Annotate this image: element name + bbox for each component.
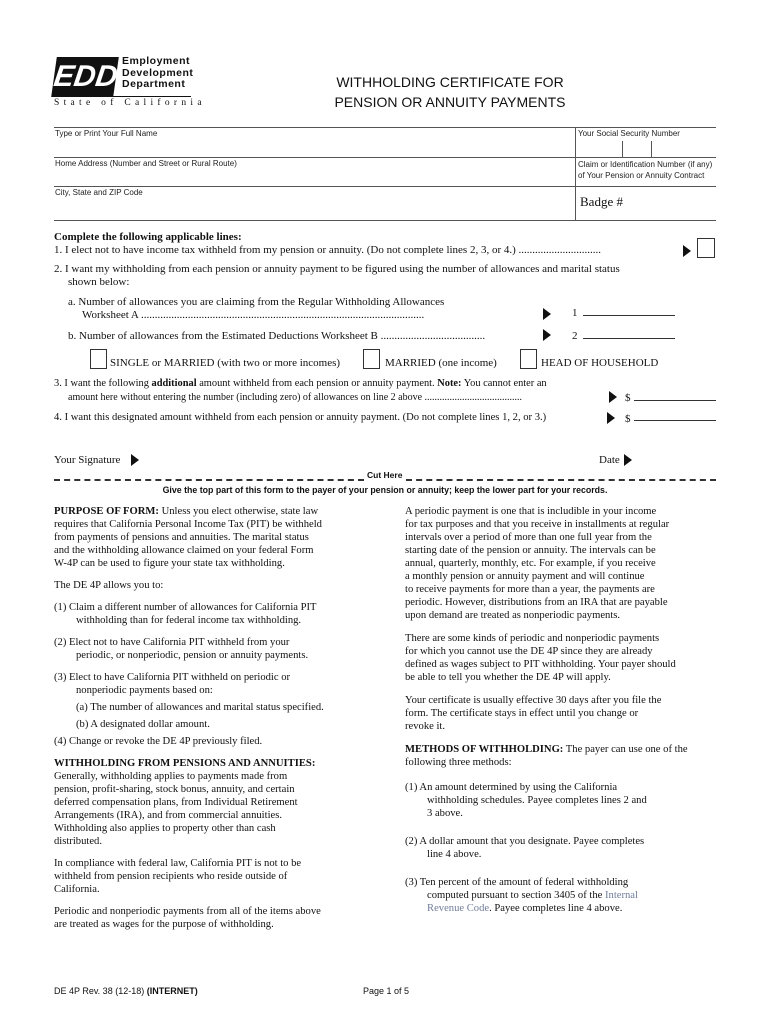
allow-item-1 [54, 601, 374, 627]
compliance-line: In compliance with federal law, California PIT is not to be [54, 858, 302, 869]
pointer-arrow-icon [683, 245, 691, 257]
form-title [290, 72, 610, 112]
withholding-heading: WITHHOLDING FROM PENSIONS AND ANNUITIES: [54, 758, 316, 769]
signature-label: Your Signature [54, 454, 121, 466]
effective-line: Your certificate is usually effective 30 days after you file the [405, 695, 662, 706]
date-input[interactable] [634, 454, 716, 468]
effective-line: revoke it. [405, 721, 446, 732]
purpose-text: Unless you elect otherwise, state law [158, 506, 319, 517]
method-line: line 4 above. [427, 849, 482, 860]
purpose-line: and the withholding allowance claimed on your federal Form [54, 545, 314, 556]
method-line: (3) Ten percent of the amount of federal withholding [405, 877, 629, 888]
full-name-field[interactable]: Type or Print Your Full Name [55, 129, 158, 138]
left-column [54, 505, 374, 931]
method-line [405, 889, 725, 902]
line-2a-text: a. Number of allowances you are claiming from the Regular Withholding Allowances [68, 296, 445, 308]
allowances-input[interactable] [583, 304, 675, 316]
logo-dept-line: Department [122, 78, 186, 90]
periodic-line: are treated as wages for the purpose of withholding. [54, 919, 274, 930]
field-rule [54, 220, 716, 221]
methods-line: following three methods: [405, 757, 512, 768]
purpose-first-line [54, 505, 374, 518]
withholding-line: distributed. [54, 836, 102, 847]
line-2a-number: 1 [572, 307, 578, 319]
withholding-line: deferred compensation plans, from Individual Retirement [54, 797, 298, 808]
periodic-def-line: upon demand are treated as nonperiodic payments. [405, 610, 621, 621]
kinds-line: for which you cannot use the DE 4P since they are already [405, 646, 653, 657]
periodic-def-line: periodic. However, distributions from an IRA that are payable [405, 597, 668, 608]
pointer-arrow-icon [543, 308, 551, 320]
irc-link[interactable]: Revenue Code [427, 903, 490, 914]
claim-id-label-1: Claim or Identification Number (if any) [578, 160, 713, 169]
method-line [405, 902, 725, 915]
allow-item-3a: (a) The number of allowances and marital status specified. [76, 702, 324, 713]
claim-id-label-2: of Your Pension or Annuity Contract [578, 171, 705, 180]
allow-item-line: (3) Elect to have California PIT withheld on periodic or [54, 672, 291, 683]
line-2-text: 2. I want my withholding from each pension or annuity payment to be figured using the number of allowances and marital status [54, 263, 620, 275]
logo-department-name [122, 56, 193, 91]
form-id [54, 986, 198, 996]
purpose-heading: PURPOSE OF FORM: [54, 506, 159, 517]
kinds-line: defined as wages subject to PIT withholding. Your payer should [405, 659, 676, 670]
periodic-def-line: intervals over a period of more than one full year from the [405, 532, 652, 543]
method-line: withholding schedules. Payee completes lines 2 and [427, 795, 647, 806]
method-2 [405, 835, 725, 861]
ssn-divider [651, 141, 652, 157]
allows-text: The DE 4P allows you to: [54, 580, 164, 591]
periodic-def-line: starting date of the pension or annuity. The intervals can be [405, 545, 656, 556]
line-4-text: 4. I want this designated amount withheld from each pension or annuity payment. (Do not complete lines 1, 2, or 3.) [54, 412, 547, 423]
logo-dept-line: Employment [122, 55, 191, 67]
dollar-sign: $ [625, 392, 631, 404]
withholding-line: pension, profit-sharing, stock bonus, annuity, and certain [54, 784, 295, 795]
irc-link[interactable]: Internal [605, 890, 638, 901]
methods-heading: METHODS OF WITHHOLDING: [405, 744, 564, 755]
effective-line: form. The certificate stays in effect until you change or [405, 708, 639, 719]
field-rule [54, 157, 716, 158]
badge-field[interactable]: Badge # [580, 194, 623, 209]
methods-first-line [405, 743, 725, 756]
city-state-zip-field[interactable]: City, State and ZIP Code [55, 188, 143, 197]
allow-item-2 [54, 636, 374, 662]
married-one-income-label: MARRIED (one income) [385, 357, 497, 369]
form-internet: (INTERNET) [146, 986, 198, 996]
allow-item-line: periodic, or nonperiodic, pension or annuity payments. [76, 650, 309, 661]
pointer-arrow-icon [624, 454, 632, 466]
ssn-field[interactable]: Your Social Security Number [578, 129, 680, 138]
methods-text: The payer can use one of the [563, 744, 688, 755]
married-one-income-checkbox[interactable] [363, 349, 380, 369]
edd-logo-text: EDD [51, 60, 120, 93]
compliance-line: withheld from pension recipients who reside outside of [54, 871, 288, 882]
line-1-text: 1. I elect not to have income tax withheld from my pension or annuity. (Do not complete lines 2, 3, or 4.) .............................. [54, 244, 602, 256]
cut-instruction: Give the top part of this form to the payer of your pension or annuity; keep the lower part for your records. [162, 485, 608, 495]
cut-dashes-right [406, 479, 716, 481]
kinds-line: be able to tell you whether the DE 4P will apply. [405, 672, 611, 683]
method-text: computed pursuant to section 3405 of the [427, 890, 605, 901]
dollar-sign: $ [625, 413, 631, 425]
head-of-household-label: HEAD OF HOUSEHOLD [541, 357, 659, 369]
line-2b-text: b. Number of allowances from the Estimated Deductions Worksheet B ...................................... [68, 330, 486, 342]
withholding-line: Withholding also applies to property other than cash [54, 823, 276, 834]
field-rule [54, 186, 716, 187]
periodic-line: Periodic and nonperiodic payments from all of the items above [54, 906, 321, 917]
allow-item-line: withholding than for federal income tax withholding. [76, 615, 302, 626]
line-3-mid: amount withheld from each pension or annuity payment. [196, 378, 438, 389]
periodic-def-line: A periodic payment is one that is includible in your income [405, 506, 657, 517]
line-3-pre: 3. I want the following [54, 378, 152, 389]
form-revision: DE 4P Rev. 38 (12-18) [54, 986, 147, 996]
title-line-2: PENSION OR ANNUITY PAYMENTS [334, 94, 566, 110]
line-2a-text-cont: Worksheet A ....................................................................................................... [82, 309, 425, 321]
claim-id-field[interactable] [578, 159, 712, 181]
signature-input[interactable] [141, 454, 581, 468]
purpose-line: requires that California Personal Income Tax (PIT) be withheld [54, 519, 322, 530]
edd-logo [51, 57, 119, 97]
pointer-arrow-icon [131, 454, 139, 466]
title-line-1: WITHHOLDING CERTIFICATE FOR [336, 74, 564, 90]
periodic-def-line: annual, quarterly, monthly, etc. For example, if you receive [405, 558, 656, 569]
allow-item-4: (4) Change or revoke the DE 4P previously filed. [54, 736, 263, 747]
line-2b-number: 2 [572, 330, 578, 342]
purpose-line: W-4P can be used to figure your state tax withholding. [54, 558, 285, 569]
logo-state: State of California [54, 98, 206, 108]
estimated-deductions-input[interactable] [583, 327, 675, 339]
logo-dept-line: Development [122, 66, 194, 79]
cut-dashes-left [54, 479, 364, 481]
periodic-def-line: a monthly pension or annuity payment and will continue [405, 571, 645, 582]
method-1 [405, 781, 725, 820]
line-2-text-cont: shown below: [68, 276, 130, 288]
designated-amount-input[interactable] [634, 409, 716, 421]
pointer-arrow-icon [609, 391, 617, 403]
periodic-def-line: for tax purposes and that you receive in installments at regular [405, 519, 670, 530]
home-address-field[interactable]: Home Address (Number and Street or Rural Route) [55, 159, 237, 168]
logo-rule [54, 96, 191, 97]
lines-heading: Complete the following applicable lines: [54, 231, 242, 243]
allow-item-line: (2) Elect not to have California PIT withheld from your [54, 637, 290, 648]
line-3-note: Note: [437, 378, 462, 389]
line-3-text-cont: amount here without entering the number (including zero) of allowances on line 2 above ....................................... [68, 392, 523, 403]
allow-item-line: nonperiodic payments based on: [76, 685, 213, 696]
method-3 [405, 876, 725, 915]
withholding-line: Generally, withholding applies to payments made from [54, 771, 288, 782]
right-column [405, 505, 725, 915]
compliance-line: California. [54, 884, 100, 895]
ssn-divider [622, 141, 623, 157]
allow-item-3b: (b) A designated dollar amount. [76, 719, 210, 730]
additional-amount-input[interactable] [634, 389, 716, 401]
pointer-arrow-icon [543, 329, 551, 341]
method-line: (1) An amount determined by using the California [405, 782, 618, 793]
single-married-label: SINGLE or MARRIED (with two or more incomes) [110, 357, 341, 369]
method-text: . Payee completes line 4 above. [489, 903, 623, 914]
line-3-text [54, 377, 547, 391]
field-rule [54, 127, 716, 128]
page-number: Page 1 of 5 [363, 986, 410, 996]
head-of-household-checkbox[interactable] [520, 349, 537, 369]
cut-here-label: Cut Here [367, 470, 403, 480]
date-label: Date [599, 454, 620, 466]
single-married-checkbox[interactable] [90, 349, 107, 369]
method-line: (2) A dollar amount that you designate. Payee completes [405, 836, 645, 847]
line-3-post: You cannot enter an [461, 378, 547, 389]
purpose-line: from payments of pensions and annuities. The marital status [54, 532, 309, 543]
method-line: 3 above. [427, 808, 463, 819]
periodic-def-line: to receive payments for more than a year, the payments are [405, 584, 655, 595]
kinds-line: There are some kinds of periodic and nonperiodic payments [405, 633, 660, 644]
pointer-arrow-icon [607, 412, 615, 424]
line-1-checkbox[interactable] [697, 238, 715, 258]
withholding-line: Arrangements (IRA), and from commercial annuities. [54, 810, 282, 821]
allow-item-line: (1) Claim a different number of allowances for California PIT [54, 602, 317, 613]
line-3-bold: additional [151, 378, 197, 389]
allow-item-3 [54, 671, 374, 697]
field-divider [575, 127, 576, 220]
